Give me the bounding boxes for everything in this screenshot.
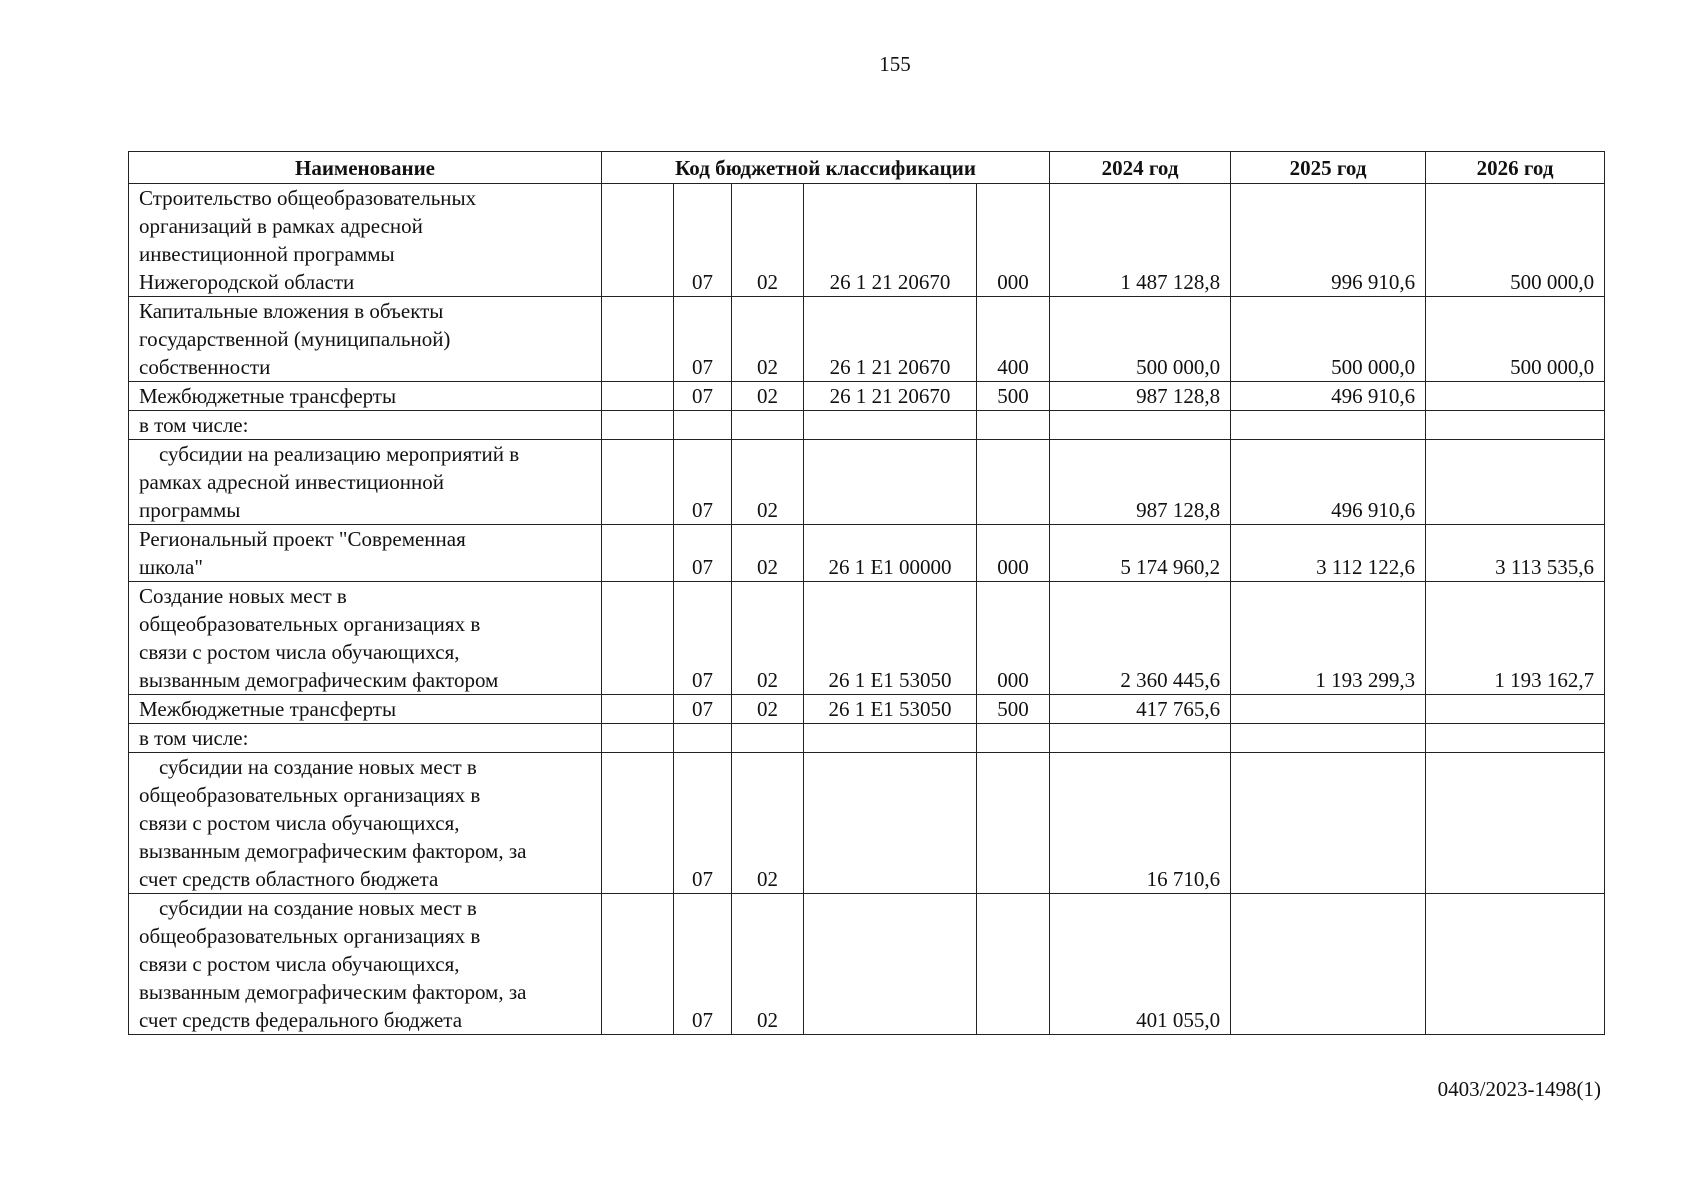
code-expense-type: [977, 894, 1050, 1035]
code-section: 07: [674, 695, 732, 724]
row-name: субсидии на создание новых мест в общеобразовательных организациях в связи с ростом числа обучающихся, вызванным демографическим фактором, за счет средств федерального бюджета: [129, 894, 602, 1035]
code-target: 26 1 E1 00000: [804, 525, 977, 582]
table-row: [129, 894, 1605, 1035]
code-blank: [602, 525, 674, 582]
code-subsection: [732, 411, 804, 440]
code-target: 26 1 21 20670: [804, 297, 977, 382]
value-2025: [1231, 724, 1426, 753]
value-2026: [1426, 724, 1605, 753]
code-expense-type: 500: [977, 382, 1050, 411]
code-blank: [602, 724, 674, 753]
code-subsection: 02: [732, 297, 804, 382]
value-2025: 996 910,6: [1231, 184, 1426, 297]
value-2024: 401 055,0: [1050, 894, 1231, 1035]
value-2024: [1050, 724, 1231, 753]
code-expense-type: [977, 724, 1050, 753]
code-section: 07: [674, 440, 732, 525]
code-blank: [602, 440, 674, 525]
code-target: 26 1 21 20670: [804, 382, 977, 411]
row-name: в том числе:: [129, 411, 602, 440]
code-target: [804, 411, 977, 440]
row-name: в том числе:: [129, 724, 602, 753]
value-2026: 500 000,0: [1426, 297, 1605, 382]
code-expense-type: [977, 411, 1050, 440]
value-2026: 1 193 162,7: [1426, 582, 1605, 695]
code-blank: [602, 894, 674, 1035]
table-row: [129, 525, 1605, 582]
table-row: [129, 382, 1605, 411]
code-section: 07: [674, 582, 732, 695]
row-name: Межбюджетные трансферты: [129, 382, 602, 411]
header-2024: 2024 год: [1050, 152, 1231, 184]
row-name: Строительство общеобразовательных организаций в рамках адресной инвестиционной программы Нижегородской области: [129, 184, 602, 297]
value-2026: [1426, 382, 1605, 411]
code-blank: [602, 411, 674, 440]
value-2026: [1426, 753, 1605, 894]
code-expense-type: 000: [977, 525, 1050, 582]
value-2025: 500 000,0: [1231, 297, 1426, 382]
value-2026: [1426, 440, 1605, 525]
value-2024: 2 360 445,6: [1050, 582, 1231, 695]
value-2024: 1 487 128,8: [1050, 184, 1231, 297]
code-target: [804, 724, 977, 753]
code-subsection: 02: [732, 525, 804, 582]
code-subsection: 02: [732, 382, 804, 411]
value-2025: [1231, 753, 1426, 894]
value-2024: [1050, 411, 1231, 440]
row-name: Создание новых мест в общеобразовательных организациях в связи с ростом числа обучающихся, вызванным демографическим фактором: [129, 582, 602, 695]
code-section: [674, 411, 732, 440]
value-2024: 500 000,0: [1050, 297, 1231, 382]
header-row: [129, 152, 1605, 184]
code-subsection: [732, 724, 804, 753]
value-2025: [1231, 695, 1426, 724]
code-blank: [602, 297, 674, 382]
code-expense-type: [977, 440, 1050, 525]
value-2026: [1426, 695, 1605, 724]
value-2025: 3 112 122,6: [1231, 525, 1426, 582]
code-expense-type: 000: [977, 184, 1050, 297]
value-2024: 5 174 960,2: [1050, 525, 1231, 582]
value-2026: [1426, 411, 1605, 440]
code-expense-type: 400: [977, 297, 1050, 382]
code-section: 07: [674, 894, 732, 1035]
code-section: 07: [674, 525, 732, 582]
value-2025: [1231, 894, 1426, 1035]
code-target: [804, 753, 977, 894]
header-2026: 2026 год: [1426, 152, 1605, 184]
code-subsection: 02: [732, 582, 804, 695]
code-subsection: 02: [732, 695, 804, 724]
table-row: [129, 724, 1605, 753]
code-section: 07: [674, 753, 732, 894]
code-section: 07: [674, 184, 732, 297]
table-row: [129, 411, 1605, 440]
code-subsection: 02: [732, 894, 804, 1035]
code-subsection: 02: [732, 184, 804, 297]
value-2024: 987 128,8: [1050, 440, 1231, 525]
code-expense-type: 500: [977, 695, 1050, 724]
header-2025: 2025 год: [1231, 152, 1426, 184]
table-row: [129, 440, 1605, 525]
code-section: 07: [674, 382, 732, 411]
value-2025: 496 910,6: [1231, 382, 1426, 411]
table-row: [129, 753, 1605, 894]
header-code: Код бюджетной классификации: [602, 152, 1050, 184]
budget-table: [128, 151, 1605, 1035]
value-2026: [1426, 894, 1605, 1035]
row-name: Капитальные вложения в объекты государственной (муниципальной) собственности: [129, 297, 602, 382]
value-2026: 3 113 535,6: [1426, 525, 1605, 582]
row-name: субсидии на реализацию мероприятий в рамках адресной инвестиционной программы: [129, 440, 602, 525]
value-2025: [1231, 411, 1426, 440]
code-subsection: 02: [732, 440, 804, 525]
code-target: 26 1 E1 53050: [804, 582, 977, 695]
row-name: Межбюджетные трансферты: [129, 695, 602, 724]
code-section: 07: [674, 297, 732, 382]
code-blank: [602, 695, 674, 724]
code-section: [674, 724, 732, 753]
code-target: [804, 894, 977, 1035]
value-2026: 500 000,0: [1426, 184, 1605, 297]
table-row: [129, 184, 1605, 297]
page-number: 155: [879, 52, 911, 76]
header-name: Наименование: [129, 152, 602, 184]
value-2024: 16 710,6: [1050, 753, 1231, 894]
code-blank: [602, 753, 674, 894]
code-target: [804, 440, 977, 525]
row-name: Региональный проект "Современная школа": [129, 525, 602, 582]
code-target: 26 1 E1 53050: [804, 695, 977, 724]
value-2024: 417 765,6: [1050, 695, 1231, 724]
table-row: [129, 582, 1605, 695]
table-row: [129, 695, 1605, 724]
code-blank: [602, 582, 674, 695]
value-2024: 987 128,8: [1050, 382, 1231, 411]
code-blank: [602, 382, 674, 411]
value-2025: 496 910,6: [1231, 440, 1426, 525]
code-subsection: 02: [732, 753, 804, 894]
code-target: 26 1 21 20670: [804, 184, 977, 297]
code-expense-type: [977, 753, 1050, 894]
table-row: [129, 297, 1605, 382]
code-blank: [602, 184, 674, 297]
document-code: 0403/2023-1498(1): [1437, 1077, 1601, 1101]
row-name: субсидии на создание новых мест в общеобразовательных организациях в связи с ростом числа обучающихся, вызванным демографическим фактором, за счет средств областного бюджета: [129, 753, 602, 894]
code-expense-type: 000: [977, 582, 1050, 695]
value-2025: 1 193 299,3: [1231, 582, 1426, 695]
